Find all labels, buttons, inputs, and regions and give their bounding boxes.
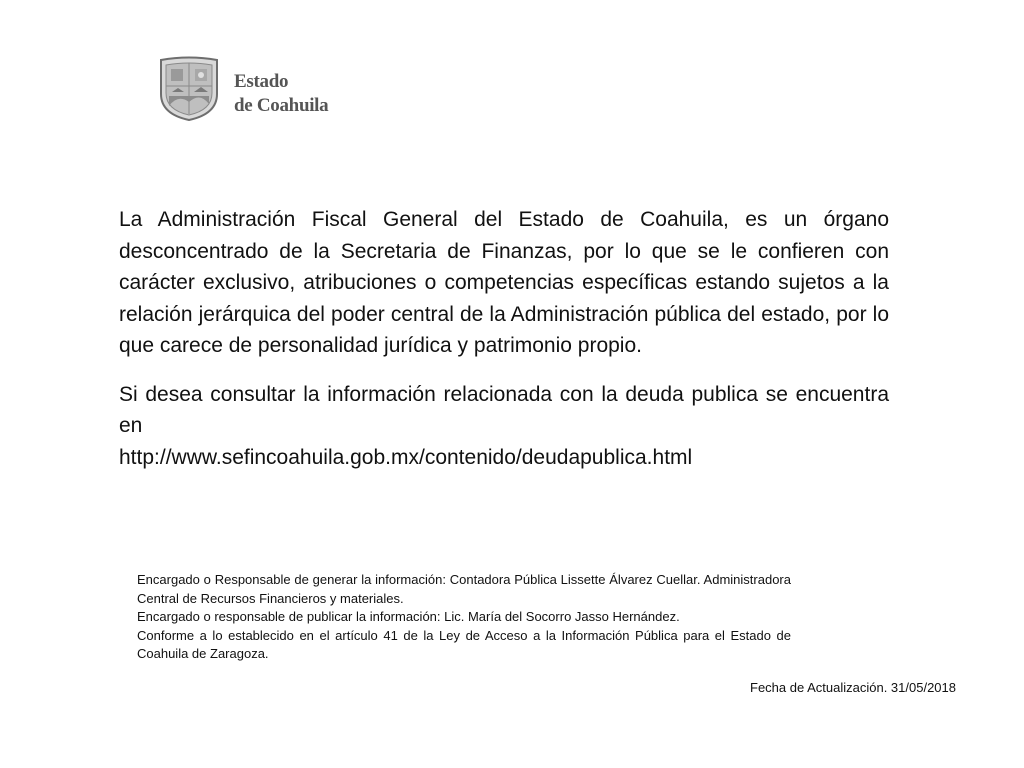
public-debt-link[interactable]: http://www.sefincoahuila.gob.mx/contenido/deudapublica.html (119, 445, 693, 469)
paragraph-public-debt (119, 379, 889, 474)
paragraph-fiscal-administration: La Administración Fiscal General del Estado de Coahuila, es un órgano desconcentrado de la Secretaria de Finanzas, por lo que se le confieren con carácter exclusivo, atribuciones o competencias específicas estando sujetos a la relación jerárquica del poder central de la Administración pública del estado, por lo que carece de personalidad jurídica y patrimonio propio. (119, 208, 889, 357)
logo-line-1: Estado (234, 71, 289, 92)
responsible-info (137, 571, 791, 664)
coat-of-arms-icon (158, 56, 220, 122)
responsible-publish: Encargado o responsable de publicar la información: Lic. María del Socorro Jasso Hernández. (137, 609, 680, 624)
estado-coahuila-logo (152, 52, 348, 128)
logo-text (234, 70, 328, 118)
logo-line-2: de Coahuila (234, 95, 329, 116)
public-debt-text: Si desea consultar la información relacionada con la deuda publica se encuentra en (119, 382, 889, 437)
responsible-generate: Encargado o Responsable de generar la información: Contadora Pública Lissette Álvarez Cuellar. Administradora Central de Recursos Financieros y materiales. (137, 572, 791, 606)
main-content (119, 204, 889, 473)
legal-reference: Conforme a lo establecido en el artículo 41 de la Ley de Acceso a la Información Pública para el Estado de Coahuila de Zaragoza. (137, 627, 791, 661)
update-date: Fecha de Actualización. 31/05/2018 (750, 680, 956, 695)
